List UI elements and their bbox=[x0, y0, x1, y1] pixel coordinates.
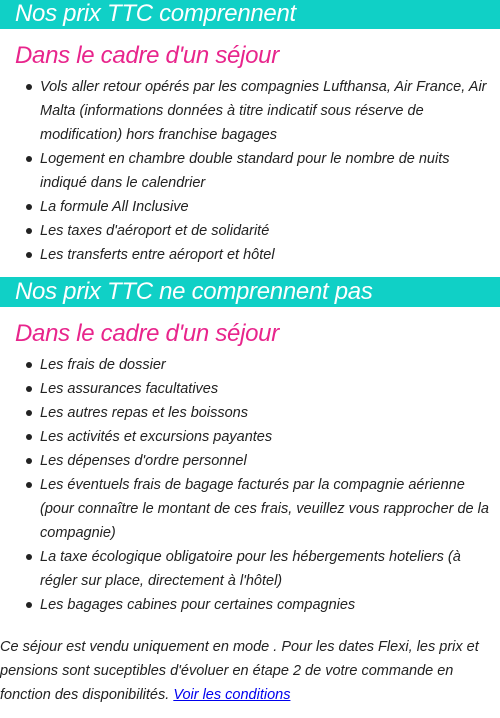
list-item-text: Les frais de dossier bbox=[40, 357, 166, 373]
bullet-icon bbox=[26, 228, 32, 234]
excluded-list bbox=[0, 353, 500, 617]
list-item-text: La taxe écologique obligatoire pour les hébergements hoteliers (à régler sur place, directement à l'hôtel) bbox=[40, 549, 461, 589]
bullet-icon bbox=[26, 482, 32, 488]
bullet-icon bbox=[26, 554, 32, 560]
list-item bbox=[40, 401, 500, 425]
list-item-text: Les dépenses d'ordre personnel bbox=[40, 453, 247, 469]
footer-text: Ce séjour est vendu uniquement en mode . Pour les dates Flexi, les prix et pensions sont suceptibles d'évoluer en étape 2 de votre commande en fonction des disponibilités. bbox=[0, 639, 479, 703]
list-item bbox=[40, 147, 500, 195]
list-item-text: Les bagages cabines pour certaines compagnies bbox=[40, 597, 356, 613]
included-section bbox=[0, 0, 500, 267]
bullet-icon bbox=[26, 204, 32, 210]
list-item bbox=[40, 425, 500, 449]
list-item-text: Les activités et excursions payantes bbox=[40, 429, 273, 445]
list-item bbox=[40, 243, 500, 267]
bullet-icon bbox=[26, 434, 32, 440]
list-item-text: Les transferts entre aéroport et hôtel bbox=[40, 247, 275, 263]
bullet-icon bbox=[26, 156, 32, 162]
list-item bbox=[40, 377, 500, 401]
bullet-icon bbox=[26, 410, 32, 416]
section-spacer bbox=[0, 267, 500, 277]
conditions-link[interactable]: Voir les conditions bbox=[173, 687, 291, 703]
list-item bbox=[40, 195, 500, 219]
footer-note bbox=[0, 635, 500, 707]
list-item bbox=[40, 75, 500, 147]
list-item-text: Logement en chambre double standard pour le nombre de nuits indiqué dans le calendrier bbox=[40, 151, 450, 191]
list-item bbox=[40, 219, 500, 243]
list-item bbox=[40, 353, 500, 377]
bullet-icon bbox=[26, 84, 32, 90]
bullet-icon bbox=[26, 362, 32, 368]
list-item-text: Les assurances facultatives bbox=[40, 381, 219, 397]
list-item-text: La formule All Inclusive bbox=[40, 199, 189, 215]
bullet-icon bbox=[26, 602, 32, 608]
list-item-text: Les autres repas et les boissons bbox=[40, 405, 248, 421]
list-item bbox=[40, 473, 500, 545]
excluded-section bbox=[0, 277, 500, 617]
excluded-band-title: Nos prix TTC ne comprennent pas bbox=[0, 277, 500, 307]
bullet-icon bbox=[26, 458, 32, 464]
list-item bbox=[40, 593, 500, 617]
bullet-icon bbox=[26, 252, 32, 258]
included-list bbox=[0, 75, 500, 267]
list-item bbox=[40, 449, 500, 473]
list-item-text: Les éventuels frais de bagage facturés par la compagnie aérienne (pour connaître le montant de ces frais, veuillez vous rapprocher de la compagnie) bbox=[40, 477, 489, 541]
included-subtitle: Dans le cadre d'un séjour bbox=[15, 42, 279, 69]
list-item-text: Vols aller retour opérés par les compagnies Lufthansa, Air France, Air Malta (informations données à titre indicatif sous réserve de modification) hors franchise bagages bbox=[40, 79, 487, 143]
excluded-subtitle: Dans le cadre d'un séjour bbox=[15, 320, 279, 347]
list-item bbox=[40, 545, 500, 593]
list-item-text: Les taxes d'aéroport et de solidarité bbox=[40, 223, 270, 239]
included-band-title: Nos prix TTC comprennent bbox=[0, 0, 500, 29]
bullet-icon bbox=[26, 386, 32, 392]
